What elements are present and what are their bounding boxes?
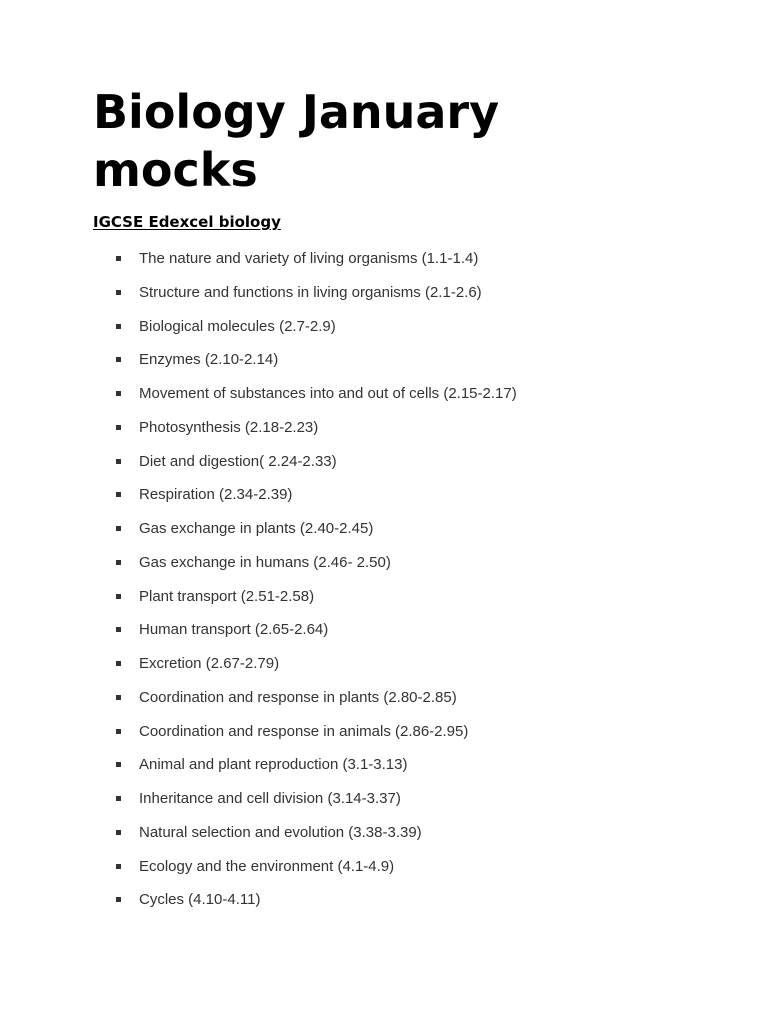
topic-label: Animal and plant reproduction (3.1-3.13) [139,756,408,774]
list-item [0,384,768,418]
topic-label: Gas exchange in humans (2.46- 2.50) [139,553,391,571]
topic-label: Respiration (2.34-2.39) [139,486,293,504]
square-bullet-icon [116,459,121,464]
square-bullet-icon [116,864,121,869]
topic-label: Gas exchange in plants (2.40-2.45) [139,520,374,537]
topic-label: Diet and digestion( 2.24-2.33) [139,452,337,470]
topic-label: Natural selection and evolution (3.38-3.39) [139,823,422,841]
list-item [0,317,768,351]
topic-label: Excretion (2.67-2.79) [139,655,280,672]
square-bullet-icon [116,594,121,599]
square-bullet-icon [116,729,121,734]
list-item [0,688,768,722]
square-bullet-icon [116,492,121,497]
square-bullet-icon [116,661,121,666]
list-item [0,755,768,789]
document-subtitle: IGCSE Edexcel biology [93,213,281,231]
square-bullet-icon [116,627,121,632]
list-item [0,519,768,553]
list-item [0,350,768,384]
square-bullet-icon [116,796,121,801]
square-bullet-icon [116,357,121,362]
square-bullet-icon [116,256,121,261]
list-item [0,249,768,283]
topic-label: Inheritance and cell division (3.14-3.37) [139,790,401,807]
square-bullet-icon [116,324,121,329]
topic-label: Photosynthesis (2.18-2.23) [139,418,319,436]
list-item [0,283,768,317]
list-item [0,485,768,519]
list-item [0,857,768,891]
topic-label: Cycles (4.10-4.11) [139,891,261,909]
topic-label: Coordination and response in animals (2.86-2.95) [139,722,469,740]
square-bullet-icon [116,526,121,531]
list-item [0,890,768,924]
square-bullet-icon [116,830,121,835]
topic-label: Enzymes (2.10-2.14) [139,351,279,369]
topic-label: Movement of substances into and out of cells (2.15-2.17) [139,385,517,402]
square-bullet-icon [116,290,121,295]
topic-label: Plant transport (2.51-2.58) [139,587,315,605]
list-item [0,789,768,823]
square-bullet-icon [116,391,121,396]
list-item [0,587,768,621]
list-item [0,823,768,857]
list-item [0,722,768,756]
list-item [0,418,768,452]
topic-label: Human transport (2.65-2.64) [139,621,329,639]
list-item [0,452,768,486]
list-item [0,620,768,654]
topic-list [0,249,768,924]
square-bullet-icon [116,560,121,565]
square-bullet-icon [116,425,121,430]
topic-label: The nature and variety of living organisms (1.1-1.4) [139,250,479,267]
topic-label: Ecology and the environment (4.1-4.9) [139,857,395,875]
topic-label: Biological molecules (2.7-2.9) [139,317,336,335]
topic-label: Coordination and response in plants (2.80-2.85) [139,688,457,706]
topic-label: Structure and functions in living organisms (2.1-2.6) [139,283,482,301]
square-bullet-icon [116,695,121,700]
square-bullet-icon [116,897,121,902]
list-item [0,553,768,587]
list-item [0,654,768,688]
square-bullet-icon [116,762,121,767]
document-title: Biology January mocks [93,85,500,197]
